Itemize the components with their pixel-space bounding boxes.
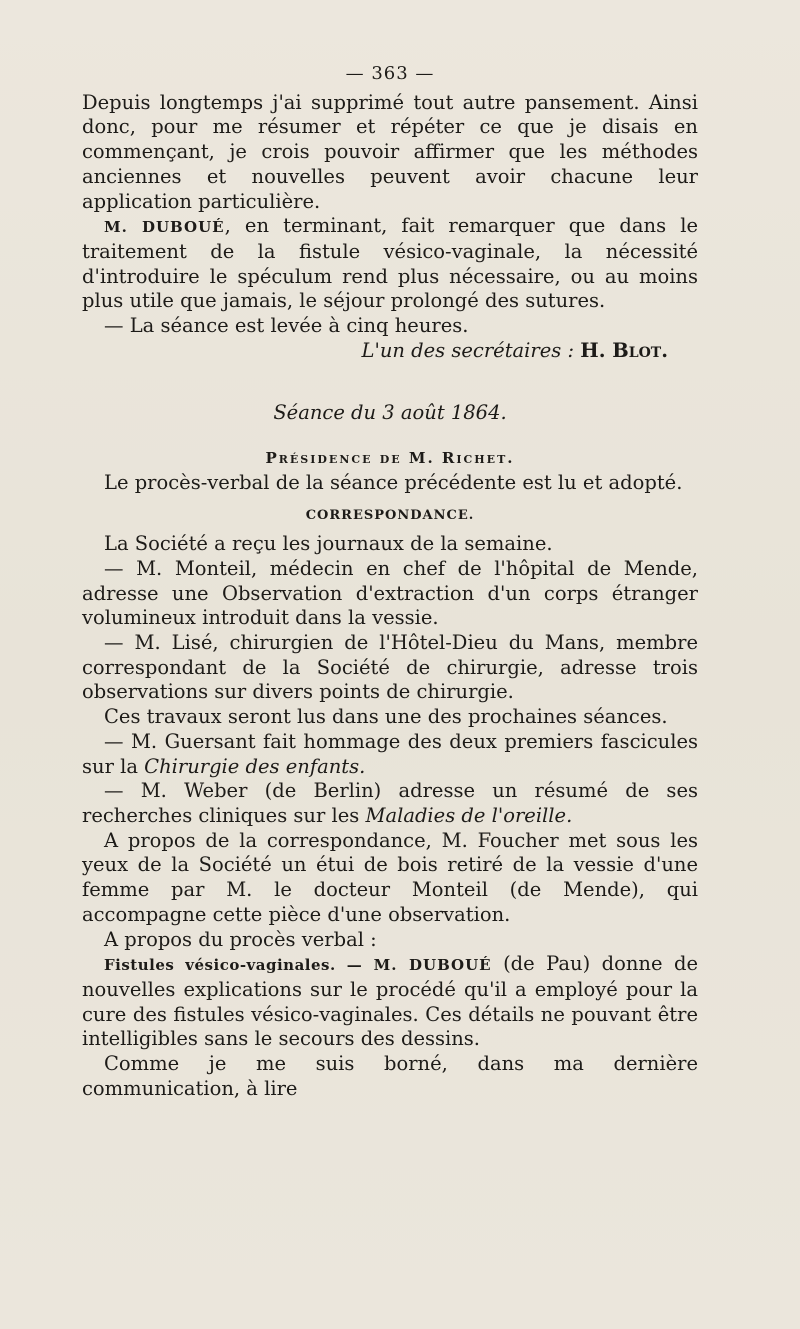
speaker-name: M. DUBOUÉ <box>104 218 225 237</box>
signature-label: L'un des secrétaires : <box>361 338 575 362</box>
paragraph-text: — M. Weber (de Berlin) adresse un résumé de ses recherches cliniques sur les <box>82 779 698 827</box>
paragraph: Le procès-verbal de la séance précédente est lu et adopté. <box>104 470 683 494</box>
paragraph <box>82 730 698 779</box>
paragraph: La Société a reçu les journaux de la semaine. <box>104 532 553 556</box>
section-heading: CORRESPONDANCE. <box>305 507 475 523</box>
book-title: Maladies de l'oreille. <box>365 803 573 827</box>
signature-line <box>82 339 698 364</box>
book-title: Chirurgie des enfants. <box>144 754 366 778</box>
paragraph <box>82 779 698 828</box>
paragraph: — M. Lisé, chirurgien de l'Hôtel-Dieu du Mans, membre correspondant de la Société de chirurgie, adresse trois observations sur divers points de chirurgie. <box>82 631 698 704</box>
paragraph: — M. Monteil, médecin en chef de l'hôpital de Mende, adresse une Observation d'extraction d'un corps étranger volumineux introduit dans la vessie. <box>82 556 698 630</box>
signature-name: H. Blot. <box>580 338 668 362</box>
paragraph: A propos de la correspondance, M. Foucher met sous les yeux de la Société un étui de bois retiré de la vessie d'une femme par M. le docteur Monteil (de Mende), qui accompagne cette pièce d'une observation. <box>82 828 698 926</box>
paragraph-text: — M. Guersant fait hommage des deux premiers fascicules sur la <box>82 729 698 778</box>
paragraph <box>82 952 698 1052</box>
paragraph-text: (de Pau) donne de nouvelles explications sur le procédé qu'il a employé pour la cure des fistules vésico-vaginales. Ces détails ne pouvant être intelligibles sans le secours des dessins. <box>82 952 698 1051</box>
paragraph-text: , en terminant, fait remarquer que dans le traitement de la fistule vésico-vaginale, la nécessité d'introduire le spéculum rend plus nécessaire, ou au moins plus utile que jamais, le séjour prolongé des sutures. <box>82 214 698 313</box>
page-number: — 363 — <box>345 63 435 84</box>
topic-heading: Fistules vésico-vaginales. — <box>104 956 363 975</box>
speaker-name: M. DUBOUÉ <box>373 956 492 975</box>
paragraph: — La séance est levée à cinq heures. <box>104 314 469 338</box>
page-text <box>82 62 698 1101</box>
paragraph: A propos du procès verbal : <box>104 927 377 951</box>
session-title: Séance du 3 août 1864. <box>273 401 507 425</box>
paragraph: Ces travaux seront lus dans une des prochaines séances. <box>104 705 668 729</box>
paragraph: Depuis longtemps j'ai supprimé tout autre pansement. Ainsi donc, pour me résumer et répéter ce que je disais en commençant, je crois pouvoir affirmer que les méthodes anciennes et nouvelles peuvent avoir chacune leur application particulière. <box>82 90 698 213</box>
presidence-heading: Présidence de M. Richet. <box>265 449 515 468</box>
paragraph <box>82 214 698 314</box>
paragraph: Comme je me suis borné, dans ma dernière communication, à lire <box>82 1052 698 1100</box>
